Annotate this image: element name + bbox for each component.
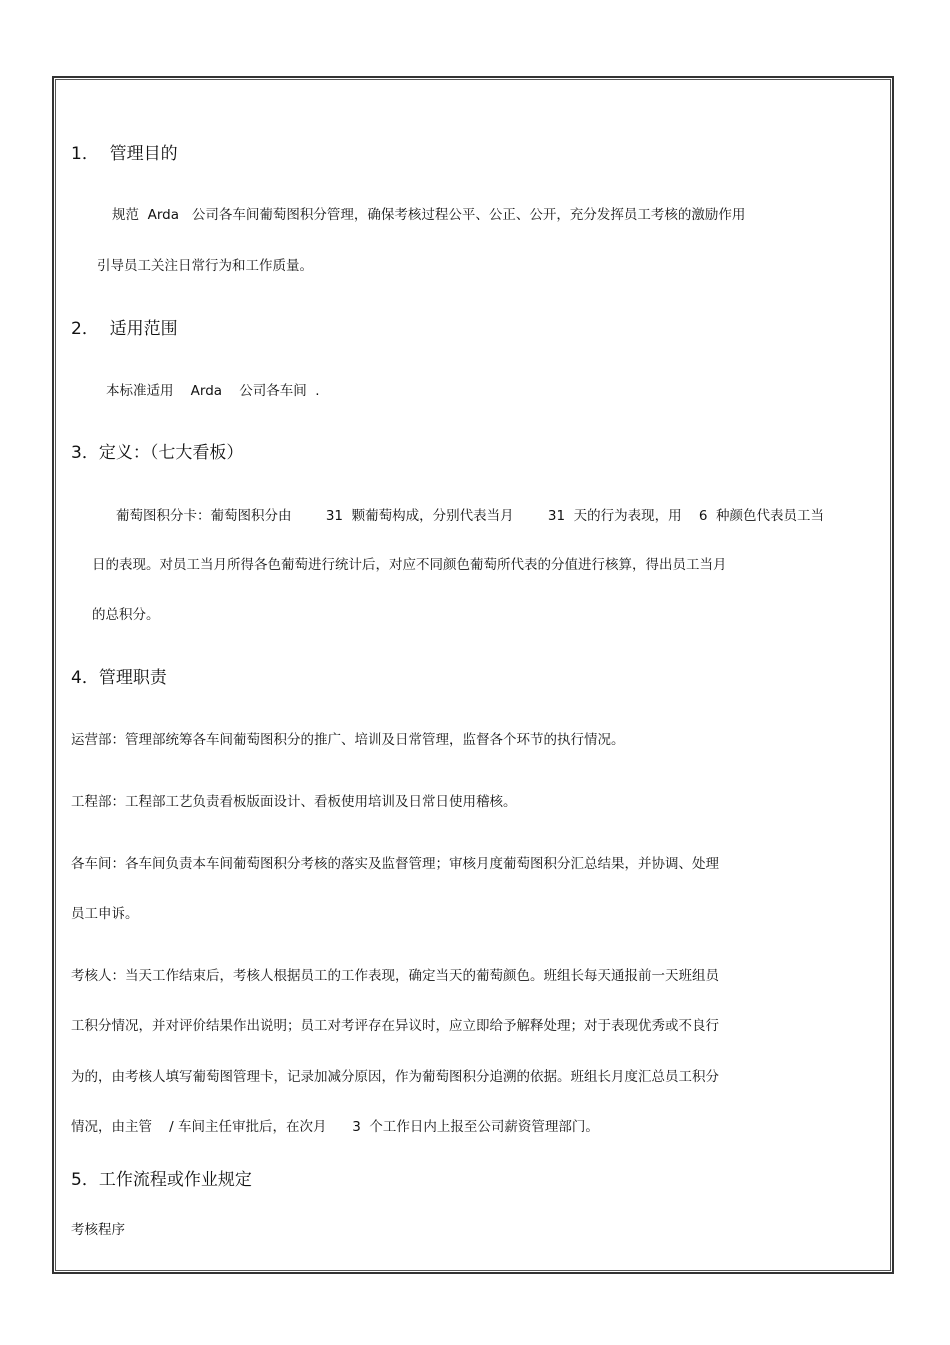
section-3-line-1: 葡萄图积分卡：葡萄图积分由 31 颗葡萄构成，分别代表当月 31 天的行为表现，用 6 种颜色代表员工当: [116, 508, 825, 524]
section-4-line-5: 考核人：当天工作结束后，考核人根据员工的工作表现，确定当天的葡萄颜色。班组长每天通报前一天班组员: [71, 968, 719, 984]
section-4-line-6: 工积分情况，并对评价结果作出说明；员工对考评存在异议时，应立即给予解释处理；对于表现优秀或不良行: [71, 1018, 719, 1034]
section-2-line-1: 本标准适用 Arda 公司各车间 .: [106, 383, 320, 399]
section-4-line-8: 情况，由主管 / 车间主任审批后，在次月 3 个工作日内上报至公司薪资管理部门。: [71, 1119, 599, 1135]
section-4-line-1: 运营部：管理部统筹各车间葡萄图积分的推广、培训及日常管理，监督各个环节的执行情况。: [71, 732, 625, 748]
section-3-line-3: 的总积分。: [92, 607, 160, 623]
section-4-line-7: 为的，由考核人填写葡萄图管理卡，记录加减分原因，作为葡萄图积分追溯的依据。班组长月度汇总员工积分: [71, 1069, 719, 1085]
section-2-heading: 2． 适用范围: [71, 319, 178, 339]
section-4-heading: 4．管理职责: [71, 668, 167, 688]
section-3-line-2: 日的表现。对员工当月所得各色葡萄进行统计后，对应不同颜色葡萄所代表的分值进行核算，得出员工当月: [92, 557, 727, 573]
section-1-line-1: 规范 Arda 公司各车间葡萄图积分管理，确保考核过程公平、公正、公开，充分发挥员工考核的激励作用: [112, 207, 746, 223]
section-4-line-4: 员工申诉。: [71, 906, 139, 922]
section-1-line-2: 引导员工关注日常行为和工作质量。: [97, 258, 313, 274]
section-5-heading: 5．工作流程或作业规定: [71, 1170, 252, 1190]
section-4-line-3: 各车间：各车间负责本车间葡萄图积分考核的落实及监督管理；审核月度葡萄图积分汇总结果，并协调、处理: [71, 856, 719, 872]
section-5-line-1: 考核程序: [71, 1222, 125, 1238]
section-3-heading: 3．定义：（七大看板）: [71, 443, 244, 463]
section-1-heading: 1． 管理目的: [71, 144, 178, 164]
section-4-line-2: 工程部：工程部工艺负责看板版面设计、看板使用培训及日常日使用稽核。: [71, 794, 517, 810]
